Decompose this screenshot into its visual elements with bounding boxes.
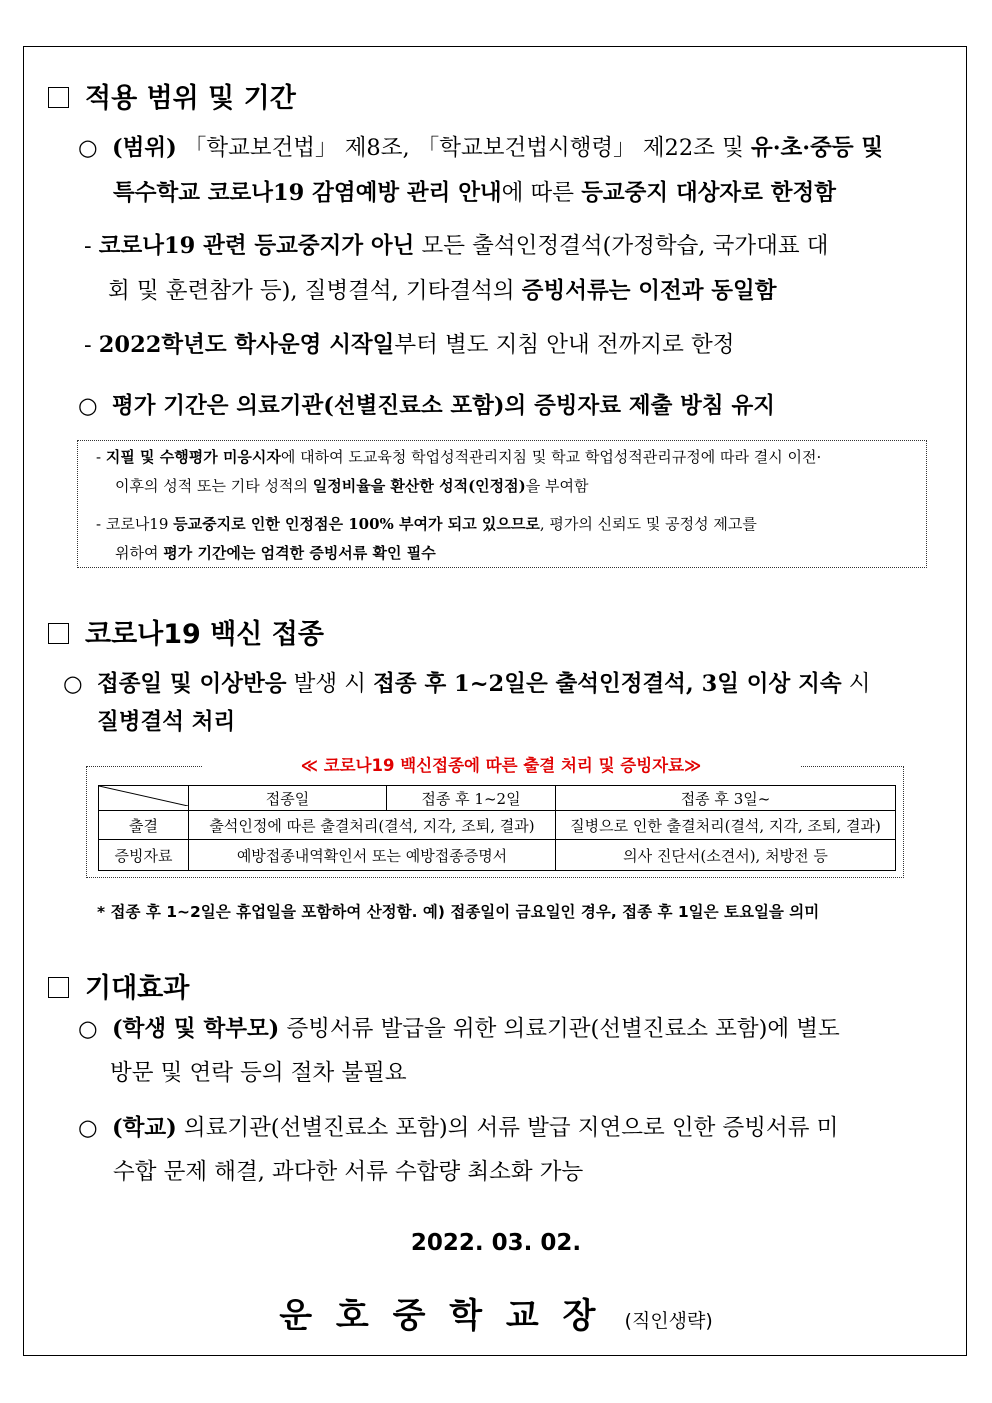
section-2-heading bbox=[48, 612, 324, 651]
text: 방문 및 연락 등의 절차 불필요 bbox=[110, 1060, 407, 1086]
text: 발생 시 bbox=[286, 671, 374, 697]
table-corner-cell bbox=[99, 786, 189, 811]
text: 평가 기간에는 엄격한 증빙서류 확인 필수 bbox=[163, 544, 436, 562]
text: 에 따른 bbox=[501, 180, 582, 206]
text: 일정비율을 환산한 성적(인정점) bbox=[312, 477, 526, 495]
circle-bullet-icon: ○ bbox=[78, 1016, 98, 1042]
text: 증빙서류는 이전과 동일함 bbox=[521, 278, 777, 304]
evidence-diagnosis-cell: 의사 진단서(소견서), 처방전 등 bbox=[556, 840, 896, 871]
s2-bullet-1-line2 bbox=[97, 707, 235, 737]
s1-dash-2 bbox=[84, 330, 734, 360]
note-line-1 bbox=[96, 446, 821, 467]
checkbox-square-icon bbox=[48, 87, 69, 108]
s3-bullet-2-line1 bbox=[78, 1113, 838, 1143]
evaluation-note-box bbox=[77, 440, 927, 568]
circle-bullet-icon: ○ bbox=[78, 393, 98, 419]
text: 지필 및 수행평가 미응시자 bbox=[105, 448, 281, 466]
circle-bullet-icon: ○ bbox=[63, 671, 83, 697]
text: 수합 문제 해결, 과다한 서류 수합량 최소화 가능 bbox=[113, 1159, 584, 1185]
text: , 평가의 신뢰도 및 공정성 제고를 bbox=[539, 515, 757, 533]
text: 코로나19 관련 등교중지가 아닌 bbox=[98, 233, 415, 259]
text: - 코로나19 bbox=[96, 515, 174, 533]
text: 모든 출석인정결석(가정학습, 국가대표 대 bbox=[414, 233, 829, 259]
text: - bbox=[84, 332, 99, 358]
text: 접종일 및 이상반응 bbox=[96, 671, 287, 697]
header-injection-day: 접종일 bbox=[189, 786, 387, 811]
section-1-title: 적용 범위 및 기간 bbox=[85, 83, 296, 114]
text: 부터 별도 지침 안내 전까지로 한정 bbox=[394, 332, 735, 358]
note-line-2 bbox=[115, 475, 588, 496]
text: 접종 후 1~2일은 출석인정결석, 3일 이상 지속 bbox=[373, 671, 842, 697]
checkbox-square-icon bbox=[48, 977, 69, 998]
table-row bbox=[99, 840, 896, 871]
text: 「학교보건법」 제8조, 「학교보건법시행령」 제22조 및 bbox=[176, 135, 751, 161]
s1-bullet-2 bbox=[78, 391, 775, 421]
s1-bullet-1-line2 bbox=[113, 178, 836, 208]
text: - bbox=[84, 233, 99, 259]
section-3-title: 기대효과 bbox=[85, 973, 190, 1004]
school-principal-name: 운 호 중 학 교 장 bbox=[279, 1296, 602, 1336]
circle-bullet-icon: ○ bbox=[78, 135, 98, 161]
text: 시 bbox=[841, 671, 871, 697]
signature-line bbox=[0, 1288, 992, 1337]
seal-omitted-note: (직인생략) bbox=[624, 1310, 713, 1332]
vaccine-table-title: ≪ 코로나19 백신접종에 따른 출결 처리 및 증빙자료≫ bbox=[202, 752, 800, 776]
circle-bullet-icon: ○ bbox=[78, 1115, 98, 1141]
table-row bbox=[99, 811, 896, 840]
text: 을 부여함 bbox=[525, 477, 589, 495]
section-3-heading bbox=[48, 966, 189, 1005]
diagonal-line-icon bbox=[99, 786, 188, 806]
attendance-illness-cell: 질병으로 인한 출결처리(결석, 지각, 조퇴, 결과) bbox=[556, 811, 896, 840]
text: 유·초·중등 및 bbox=[750, 135, 884, 161]
text: (학생 및 학부모) bbox=[111, 1016, 280, 1042]
text: 질병결석 처리 bbox=[97, 709, 236, 735]
vaccine-attendance-table bbox=[98, 785, 896, 871]
text: 평가 기간은 의료기관(선별진료소 포함)의 증빙자료 제출 방침 유지 bbox=[111, 393, 775, 419]
header-3-days: 접종 후 3일~ bbox=[556, 786, 896, 811]
row-label-evidence: 증빙자료 bbox=[99, 840, 189, 871]
header-1-2-days: 접종 후 1~2일 bbox=[387, 786, 556, 811]
text: 특수학교 코로나19 감염예방 관리 안내 bbox=[113, 180, 502, 206]
attendance-recognized-cell: 출석인정에 따른 출결처리(결석, 지각, 조퇴, 결과) bbox=[189, 811, 556, 840]
text: 에 대하여 도교육청 학업성적관리지침 및 학교 학업성적관리규정에 따라 결시 이전· bbox=[280, 448, 822, 466]
text: 이후의 성적 또는 기타 성적의 bbox=[115, 477, 313, 495]
section-1-heading bbox=[48, 76, 296, 115]
text: 증빙서류 발급을 위한 의료기관(선별진료소 포함)에 별도 bbox=[279, 1016, 840, 1042]
row-label-attendance: 출결 bbox=[99, 811, 189, 840]
text: 2022학년도 학사운영 시작일 bbox=[98, 332, 395, 358]
s2-bullet-1-line1 bbox=[63, 669, 870, 699]
note-line-4 bbox=[115, 542, 436, 563]
text: 등교중지로 인한 인정점은 100% 부여가 되고 있으므로 bbox=[173, 515, 540, 533]
text: (범위) bbox=[111, 135, 177, 161]
s1-bullet-1-line1 bbox=[78, 133, 883, 163]
s3-bullet-1-line2 bbox=[110, 1058, 407, 1088]
vaccine-footnote: * 접종 후 1~2일은 휴업일을 포함하여 산정함. 예) 접종일이 금요일인 경우, 접종 후 1일은 토요일을 의미 bbox=[97, 903, 820, 921]
note-line-3 bbox=[96, 513, 757, 534]
section-2-title: 코로나19 백신 접종 bbox=[85, 619, 324, 650]
evidence-vaccination-cell: 예방접종내역확인서 또는 예방접종증명서 bbox=[189, 840, 556, 871]
table-header-row bbox=[99, 786, 896, 811]
text: 의료기관(선별진료소 포함)의 서류 발급 지연으로 인한 증빙서류 미 bbox=[176, 1115, 839, 1141]
checkbox-square-icon bbox=[48, 623, 69, 644]
text: (학교) bbox=[111, 1115, 177, 1141]
s3-bullet-1-line1 bbox=[78, 1014, 840, 1044]
document-date: 2022. 03. 02. bbox=[410, 1230, 582, 1256]
text: 위하여 bbox=[115, 544, 164, 562]
text: 등교중지 대상자로 한정함 bbox=[581, 180, 836, 206]
s1-dash-1-line2 bbox=[108, 276, 777, 306]
text: 회 및 훈련참가 등), 질병결석, 기타결석의 bbox=[108, 278, 522, 304]
s1-dash-1-line1 bbox=[84, 231, 828, 261]
text: - bbox=[96, 448, 106, 466]
s3-bullet-2-line2 bbox=[113, 1157, 583, 1187]
